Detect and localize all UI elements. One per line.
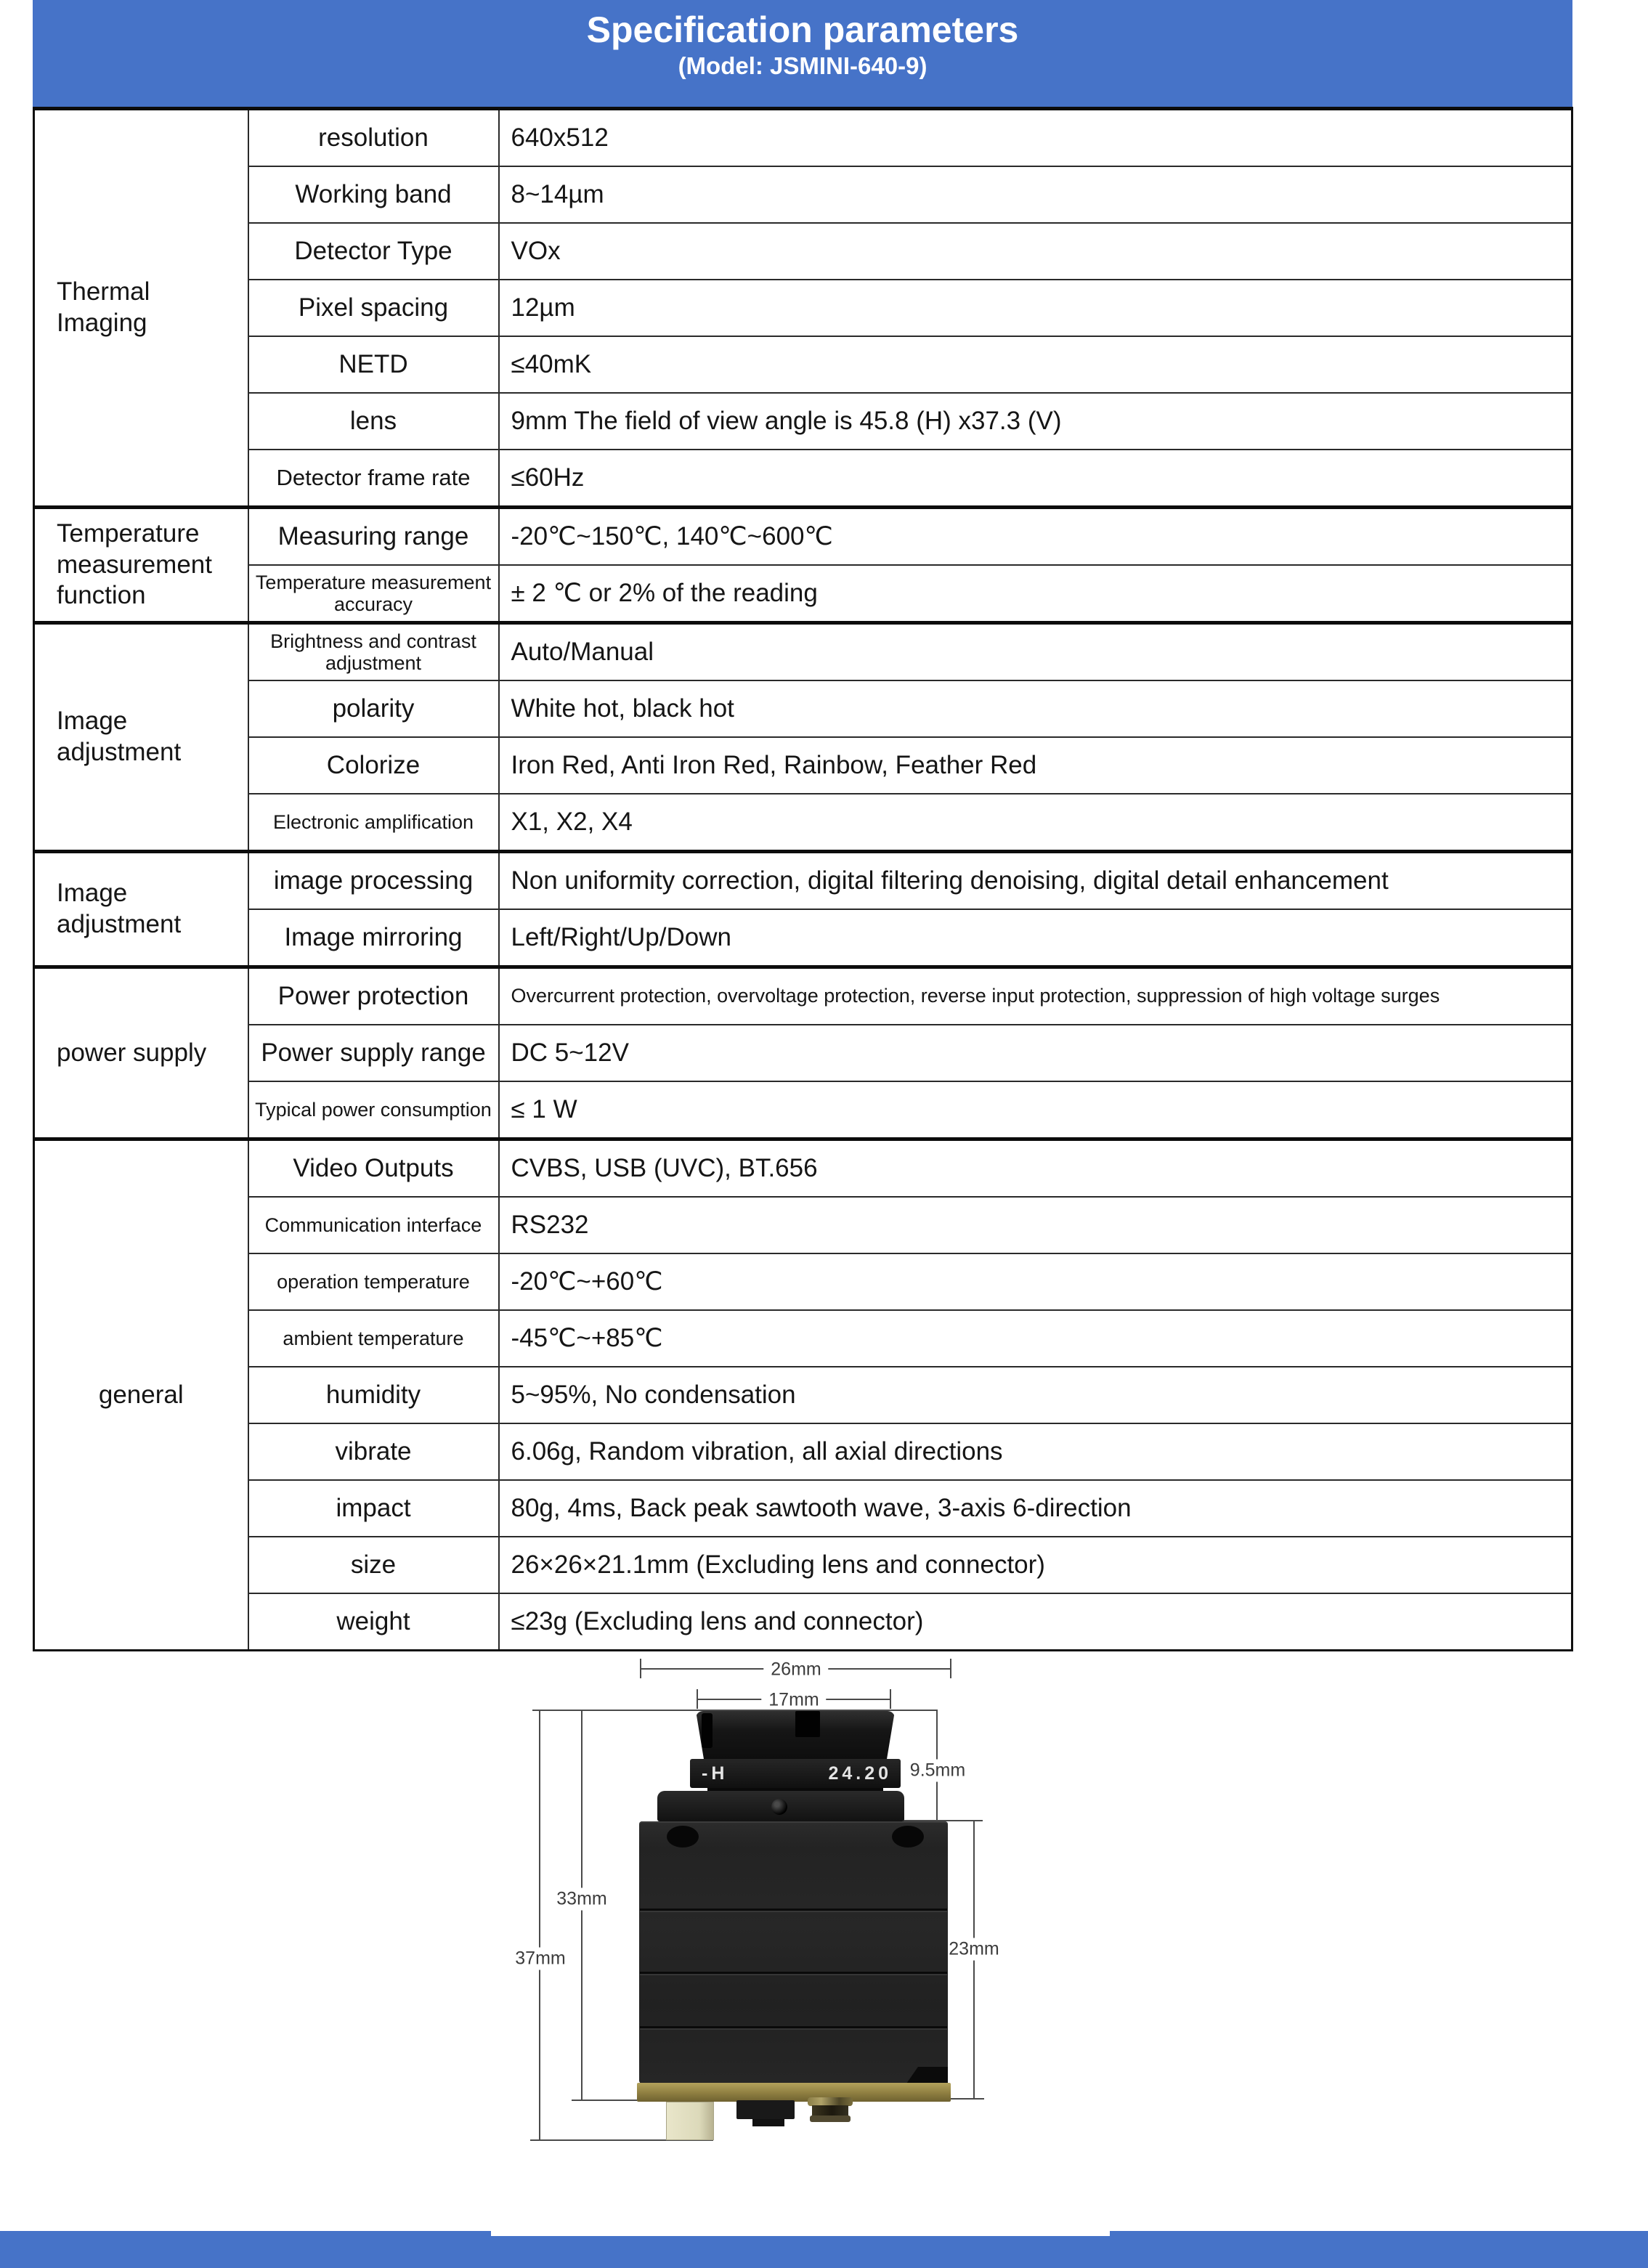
parameter-cell: Communication interface [248, 1197, 499, 1253]
parameter-cell: Colorize [248, 737, 499, 794]
body-screw-hole [892, 1826, 924, 1848]
camera-lens-ring [690, 1759, 901, 1788]
parameter-cell: Detector frame rate [248, 450, 499, 508]
value-cell: 12µm [499, 280, 1572, 336]
parameter-cell: humidity [248, 1367, 499, 1423]
value-cell: Left/Right/Up/Down [499, 909, 1572, 967]
parameter-cell: resolution [248, 109, 499, 167]
table-row [34, 166, 1572, 223]
parameter-cell: Detector Type [248, 223, 499, 280]
parameter-cell: Measuring range [248, 508, 499, 566]
body-groove [640, 1909, 947, 1911]
value-cell: -20℃~150℃, 140℃~600℃ [499, 508, 1572, 566]
table-row [34, 1025, 1572, 1081]
value-cell: DC 5~12V [499, 1025, 1572, 1081]
parameter-cell: vibrate [248, 1423, 499, 1480]
table-row [34, 450, 1572, 508]
parameter-cell: Brightness and contrast adjustment [248, 623, 499, 681]
dim-label-26mm: 26mm [763, 1659, 828, 1681]
body-groove [640, 2026, 947, 2028]
dim-tick [697, 1689, 698, 1709]
value-cell: ≤60Hz [499, 450, 1572, 508]
table-row [34, 1253, 1572, 1310]
dim-line-37mm [539, 1710, 540, 2140]
parameter-cell: lens [248, 393, 499, 450]
table-row [34, 967, 1572, 1025]
footer-bar-right [1110, 2231, 1648, 2268]
table-row [34, 1081, 1572, 1139]
value-cell: ≤40mK [499, 336, 1572, 393]
table-row [34, 1367, 1572, 1423]
parameter-cell: ambient temperature [248, 1310, 499, 1367]
parameter-cell: size [248, 1537, 499, 1593]
category-cell: Thermal Imaging [34, 109, 248, 508]
parameter-cell: Working band [248, 166, 499, 223]
value-cell: 8~14µm [499, 166, 1572, 223]
category-cell: Image adjustment [34, 852, 248, 967]
dim-tick [640, 1659, 641, 1678]
table-row [34, 1310, 1572, 1367]
reference-line-top [532, 1710, 938, 1711]
value-cell: 640x512 [499, 109, 1572, 167]
value-cell: X1, X2, X4 [499, 794, 1572, 852]
table-row [34, 1423, 1572, 1480]
value-cell: Iron Red, Anti Iron Red, Rainbow, Feather Red [499, 737, 1572, 794]
spec-table [33, 107, 1573, 1651]
value-cell: Auto/Manual [499, 623, 1572, 681]
value-cell: -45℃~+85℃ [499, 1310, 1572, 1367]
table-row [34, 393, 1572, 450]
table-row [34, 680, 1572, 737]
title-banner [33, 0, 1572, 107]
value-cell: 26×26×21.1mm (Excluding lens and connector) [499, 1537, 1572, 1593]
barrel-connector-base [810, 2115, 851, 2122]
model-subtitle: (Model: JSMINI-640-9) [678, 52, 927, 79]
table-row [34, 1593, 1572, 1651]
page-title: Specification parameters [586, 9, 1019, 50]
value-cell: ≤ 1 W [499, 1081, 1572, 1139]
parameter-cell: operation temperature [248, 1253, 499, 1310]
value-cell: 6.06g, Random vibration, all axial directions [499, 1423, 1572, 1480]
table-row [34, 852, 1572, 910]
category-cell: power supply [34, 967, 248, 1139]
parameter-cell: Power protection [248, 967, 499, 1025]
body-groove [640, 1972, 947, 1974]
connector-black [736, 2100, 795, 2119]
category-cell: general [34, 1139, 248, 1651]
table-row [34, 109, 1572, 167]
dim-label-37mm: 37mm [508, 1948, 572, 1970]
category-cell: Temperature measurement function [34, 508, 248, 623]
parameter-cell: NETD [248, 336, 499, 393]
parameter-cell: Pixel spacing [248, 280, 499, 336]
parameter-cell: weight [248, 1593, 499, 1651]
lens-marking-left: -H [702, 1763, 728, 1784]
table-row [34, 565, 1572, 623]
value-cell: VOx [499, 223, 1572, 280]
body-screw-hole [667, 1826, 699, 1848]
table-row [34, 336, 1572, 393]
dim-tick [950, 1659, 951, 1678]
value-cell: -20℃~+60℃ [499, 1253, 1572, 1310]
table-row [34, 623, 1572, 681]
connector-beige [666, 2102, 714, 2140]
product-figure [0, 1656, 1648, 2226]
table-row [34, 280, 1572, 336]
value-cell: Non uniformity correction, digital filtering denoising, digital detail enhancement [499, 852, 1572, 910]
dim-label-33mm: 33mm [549, 1888, 614, 1911]
table-row [34, 1197, 1572, 1253]
category-cell: Image adjustment [34, 623, 248, 852]
value-cell: CVBS, USB (UVC), BT.656 [499, 1139, 1572, 1198]
lens-notch [702, 1713, 713, 1748]
dim-label-9-5mm: 9.5mm [903, 1760, 973, 1782]
parameter-cell: Image mirroring [248, 909, 499, 967]
table-row [34, 508, 1572, 566]
barrel-connector-body [812, 2105, 848, 2116]
table-row [34, 794, 1572, 852]
parameter-cell: Typical power consumption [248, 1081, 499, 1139]
parameter-cell: impact [248, 1480, 499, 1537]
table-row [34, 223, 1572, 280]
camera-body [639, 1821, 948, 2084]
value-cell: Overcurrent protection, overvoltage protection, reverse input protection, suppression of high voltage surges [499, 967, 1572, 1025]
dim-label-23mm: 23mm [941, 1938, 1006, 1961]
footer-bar-middle [491, 2236, 1110, 2268]
parameter-cell: Power supply range [248, 1025, 499, 1081]
value-cell: 9mm The field of view angle is 45.8 (H) x37.3 (V) [499, 393, 1572, 450]
lens-marking-right: 24.20 [828, 1763, 892, 1784]
value-cell: White hot, black hot [499, 680, 1572, 737]
value-cell: 5~95%, No condensation [499, 1367, 1572, 1423]
spec-table-body [34, 109, 1572, 1651]
parameter-cell: Video Outputs [248, 1139, 499, 1198]
table-row [34, 909, 1572, 967]
table-row [34, 737, 1572, 794]
pcb-board [637, 2083, 951, 2102]
value-cell: ± 2 ℃ or 2% of the reading [499, 565, 1572, 623]
connector-black-lip [752, 2119, 784, 2126]
parameter-cell: image processing [248, 852, 499, 910]
table-row [34, 1537, 1572, 1593]
dim-label-17mm: 17mm [761, 1689, 826, 1712]
lens-notch [795, 1711, 820, 1737]
value-cell: RS232 [499, 1197, 1572, 1253]
parameter-cell: polarity [248, 680, 499, 737]
footer-bar-left [0, 2231, 491, 2268]
parameter-cell: Temperature measurement accuracy [248, 565, 499, 623]
value-cell: 80g, 4ms, Back peak sawtooth wave, 3-axis 6-direction [499, 1480, 1572, 1537]
parameter-cell: Electronic amplification [248, 794, 499, 852]
lens-set-screw [771, 1799, 787, 1815]
dim-tick [890, 1689, 891, 1709]
table-row [34, 1139, 1572, 1198]
table-row [34, 1480, 1572, 1537]
value-cell: ≤23g (Excluding lens and connector) [499, 1593, 1572, 1651]
